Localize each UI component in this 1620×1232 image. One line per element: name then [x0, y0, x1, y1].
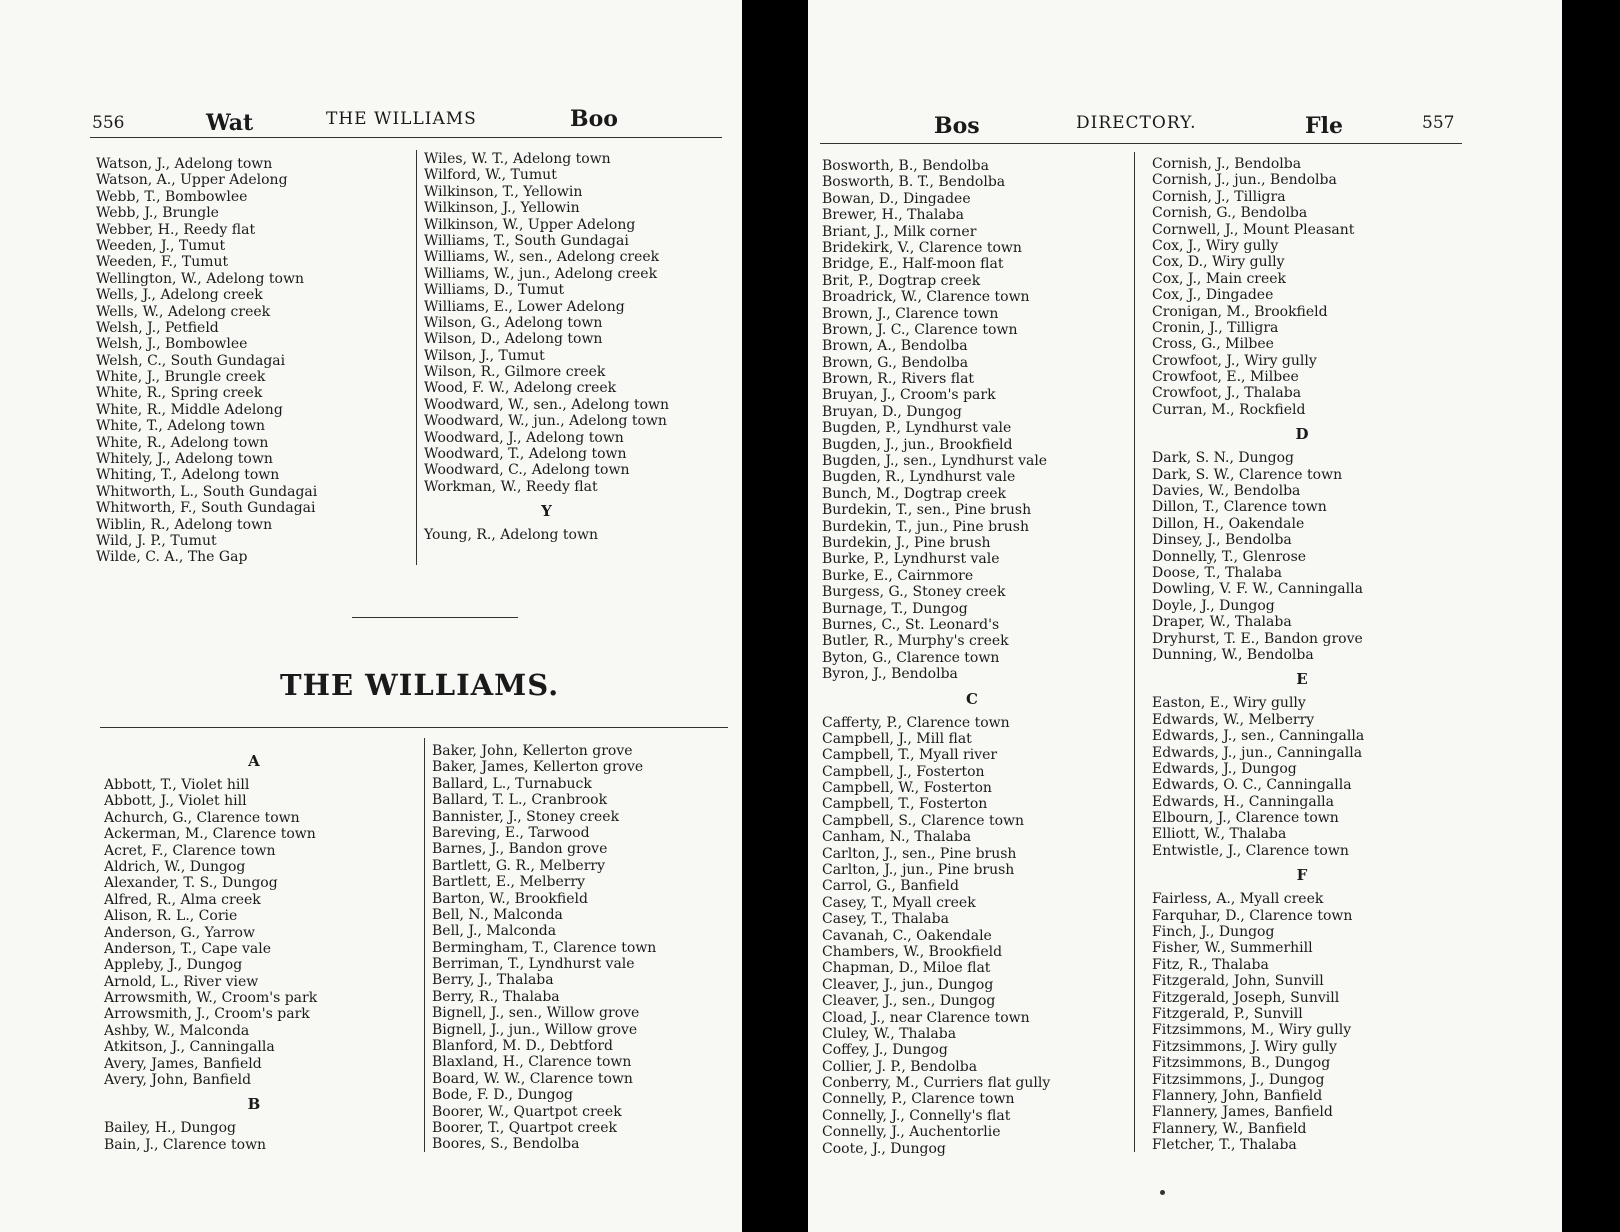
list-item: Bunch, M., Dogtrap creek [822, 485, 1007, 502]
list-item: Connelly, J., Auchentorlie [822, 1124, 1001, 1141]
list-item: Whitworth, F., South Gundagai [96, 500, 316, 517]
list-item: Ballard, L., Turnabuck [432, 775, 592, 792]
list-item: Bugden, P., Lyndhurst vale [822, 420, 1012, 437]
list-item: Cluley, W., Thalaba [822, 1025, 957, 1042]
list-item: Edwards, J., jun., Canningalla [1152, 744, 1363, 761]
list-item: Butler, R., Murphy's creek [822, 633, 1009, 650]
list-item: Cornish, J., Bendolba [1152, 156, 1302, 172]
list-item: Wilkinson, T., Yellowin [424, 183, 583, 200]
list-item: Briant, J., Milk corner [822, 223, 977, 240]
list-item: Woodward, J., Adelong town [424, 429, 624, 446]
list-item: Barnes, J., Bandon grove [432, 841, 608, 858]
list-item: Bode, F. D., Dungog [432, 1087, 573, 1104]
list-item: Wood, F. W., Adelong creek [424, 380, 617, 397]
list-item: Chapman, D., Miloe flat [822, 960, 991, 977]
list-item: Cox, J., Wiry gully [1152, 237, 1279, 254]
list-item: Cleaver, J., jun., Dungog [822, 976, 994, 993]
list-item: Brown, J., Clarence town [822, 305, 999, 322]
list-item: Dark, S. N., Dungog [1152, 450, 1294, 467]
list-item: Crowfoot, J., Thalaba [1152, 385, 1302, 402]
list-item: Burke, P., Lyndhurst vale [822, 551, 1000, 568]
list-item: Fitzsimmons, J., Dungog [1152, 1071, 1325, 1088]
list-item: Alfred, R., Alma creek [104, 891, 261, 908]
list-item: Carlton, J., sen., Pine brush [822, 845, 1017, 862]
list-item: Webb, T., Bombowlee [96, 188, 248, 205]
list-item: Webber, H., Reedy flat [96, 221, 256, 238]
list-item: Brewer, H., Thalaba [822, 207, 964, 224]
list-item: Easton, E., Wiry gully [1152, 695, 1306, 712]
section-title: THE WILLIAMS. [280, 668, 560, 702]
list-item: Wilson, D., Adelong town [424, 331, 603, 348]
list-item: Williams, E., Lower Adelong [424, 298, 625, 315]
list-item: Flannery, W., Banfield [1152, 1120, 1307, 1137]
list-item: White, T., Adelong town [96, 418, 266, 435]
list-item: Wilkinson, W., Upper Adelong [424, 216, 636, 233]
list-item: Bain, J., Clarence town [104, 1136, 267, 1153]
list-item: Brown, G., Bendolba [822, 354, 969, 371]
list-item: Bareving, E., Tarwood [432, 824, 590, 841]
list-item: Berriman, T., Lyndhurst vale [432, 956, 635, 973]
list-item: Fitzgerald, Joseph, Sunvill [1152, 989, 1340, 1006]
list-item: Cafferty, P., Clarence town [822, 714, 1010, 731]
list-item: Entwistle, J., Clarence town [1152, 842, 1349, 859]
list-item: Williams, D., Tumut [424, 282, 565, 299]
list-item: Achurch, G., Clarence town [104, 809, 300, 826]
list-item: Edwards, J., Dungog [1152, 760, 1297, 777]
list-item: Elliott, W., Thalaba [1152, 826, 1287, 843]
list-item: Whitely, J., Adelong town [96, 451, 273, 468]
list-item: Brown, J. C., Clarence town [822, 321, 1018, 338]
list-item: Atkitson, J., Canningalla [104, 1039, 275, 1056]
list-item: Woodward, W., sen., Adelong town [424, 396, 670, 413]
header-rule [90, 137, 722, 138]
list-item: Elbourn, J., Clarence town [1152, 810, 1339, 827]
section-letter: Y [541, 502, 552, 521]
list-item: Fitz, R., Thalaba [1152, 956, 1269, 973]
list-item: Bugden, R., Lyndhurst vale [822, 469, 1016, 486]
list-item: Dryhurst, T. E., Bandon grove [1152, 630, 1363, 647]
list-item: Baker, James, Kellerton grove [432, 759, 644, 776]
list-item: Dunning, W., Bendolba [1152, 646, 1314, 663]
list-item: Whiting, T., Adelong town [96, 467, 280, 484]
list-item: Arrowsmith, J., Croom's park [104, 1006, 310, 1023]
list-item: Woodward, W., jun., Adelong town [424, 413, 667, 430]
list-item: Cox, J., Main creek [1152, 270, 1287, 287]
page-number: 556 [92, 113, 125, 133]
list-item: Ashby, W., Malconda [104, 1022, 250, 1039]
list-item: Fletcher, T., Thalaba [1152, 1137, 1297, 1154]
list-item: Workman, W., Reedy flat [424, 478, 598, 495]
list-item: Weeden, F., Tumut [96, 254, 229, 271]
list-item: Connelly, P., Clarence town [822, 1091, 1015, 1108]
list-item: Fitzsimmons, M., Wiry gully [1152, 1022, 1352, 1039]
list-item: Wild, J. P., Tumut [96, 532, 217, 549]
list-item: Bannister, J., Stoney creek [432, 808, 620, 825]
left-column-1 [96, 156, 317, 566]
header-right-key: Fle [1305, 113, 1343, 139]
list-item: Cornish, G., Bendolba [1152, 205, 1308, 222]
list-item: Cornwell, J., Mount Pleasant [1152, 221, 1355, 238]
list-item: Finch, J., Dungog [1152, 924, 1275, 941]
section-letter: A [248, 752, 260, 770]
list-item: Bugden, J., jun., Brookfield [822, 436, 1013, 453]
header-left-key: Bos [934, 113, 980, 139]
list-item: Casey, T., Thalaba [822, 911, 949, 928]
column-divider [424, 738, 425, 1152]
list-item: Abbott, J., Violet hill [104, 793, 247, 810]
list-item: Welsh, C., South Gundagai [96, 352, 286, 369]
list-item: Cox, D., Wiry gully [1152, 254, 1285, 271]
list-item: Cronigan, M., Brookfield [1152, 303, 1328, 320]
list-item: Canham, N., Thalaba [822, 829, 972, 846]
left-column-2 [424, 151, 669, 544]
list-item: Wilford, W., Tumut [424, 167, 557, 184]
list-item: Burdekin, T., sen., Pine brush [822, 502, 1032, 519]
list-item: Burgess, G., Stoney creek [822, 584, 1006, 601]
list-item: Williams, T., South Gundagai [424, 232, 629, 249]
list-item: Burke, E., Cairnmore [822, 567, 974, 584]
list-item: Weeden, J., Tumut [96, 237, 226, 254]
list-item: Bugden, J., sen., Lyndhurst vale [822, 453, 1048, 470]
list-item: Draper, W., Thalaba [1152, 614, 1292, 631]
list-item: Edwards, W., Melberry [1152, 711, 1315, 728]
header-right-key: Boo [570, 106, 618, 132]
list-item: Bell, J., Malconda [432, 923, 557, 940]
list-item: Bruyan, D., Dungog [822, 403, 962, 420]
list-item: Ackerman, M., Clarence town [104, 826, 316, 843]
list-item: Bosworth, B., Bendolba [822, 158, 989, 174]
list-item: White, R., Spring creek [96, 385, 263, 402]
list-item: Avery, John, Banfield [104, 1072, 252, 1089]
list-item: Alison, R. L., Corie [104, 908, 238, 925]
list-item: Bell, N., Malconda [432, 906, 563, 923]
list-item: Campbell, W., Fosterton [822, 780, 992, 797]
list-item: Boorer, T., Quartpot creek [432, 1119, 618, 1136]
list-item: Bermingham, T., Clarence town [432, 939, 657, 956]
list-item: Whitworth, L., South Gundagai [96, 483, 318, 500]
section-letter: B [247, 1095, 261, 1114]
list-item: Cload, J., near Clarence town [822, 1009, 1030, 1026]
right-column-1 [822, 158, 1122, 1157]
list-item: Anderson, G., Yarrow [104, 924, 255, 941]
list-item: Berry, J., Thalaba [432, 972, 554, 989]
list-item: Cross, G., Milbee [1152, 336, 1274, 353]
list-item: Bartlett, G. R., Melberry [432, 857, 605, 874]
list-item: Boores, S., Bendolba [432, 1136, 580, 1153]
list-item: Avery, James, Banfield [104, 1055, 262, 1072]
list-item: Wilson, G., Adelong town [424, 314, 603, 331]
list-item: Flannery, John, Banfield [1152, 1087, 1323, 1104]
list-item: Fitzsimmons, B., Dungog [1152, 1055, 1331, 1072]
list-item: Collier, J. P., Bendolba [822, 1058, 978, 1075]
left-page [0, 0, 742, 1232]
right-column-2 [1152, 156, 1452, 1153]
list-item: Barton, W., Brookfield [432, 890, 588, 907]
list-item: Chambers, W., Brookfield [822, 943, 1003, 960]
list-item: Bruyan, J., Croom's park [822, 387, 996, 404]
list-item: Bartlett, E., Melberry [432, 874, 586, 891]
list-item: Edwards, O. C., Canningalla [1152, 777, 1352, 794]
section-rule [100, 727, 728, 728]
list-item: Appleby, J., Dungog [104, 957, 243, 974]
list-item: Wilson, R., Gilmore creek [424, 364, 606, 381]
list-item: Webb, J., Brungle [96, 205, 219, 222]
left-column-4 [432, 743, 656, 1153]
list-item: Wells, W., Adelong creek [96, 303, 271, 320]
header-title: THE WILLIAMS [326, 109, 477, 129]
section-letter: C [966, 689, 978, 708]
list-item: Williams, W., sen., Adelong creek [424, 249, 660, 266]
header-left-key: Wat [206, 110, 254, 136]
list-item: Ballard, T. L., Cranbrook [432, 792, 608, 809]
list-item: Doyle, J., Dungog [1152, 597, 1275, 614]
list-item: White, R., Adelong town [96, 434, 269, 451]
list-item: Dillon, T., Clarence town [1152, 499, 1327, 516]
list-item: Coffey, J., Dungog [822, 1042, 948, 1059]
list-item: Crowfoot, E., Milbee [1152, 369, 1299, 386]
list-item: Dowling, V. F. W., Canningalla [1152, 581, 1363, 598]
list-item: Wells, J., Adelong creek [96, 287, 263, 304]
list-item: Abbott, T., Violet hill [104, 777, 250, 793]
section-letter: D [1295, 425, 1309, 444]
list-item: Watson, J., Adelong town [96, 156, 273, 172]
list-item: Farquhar, D., Clarence town [1152, 907, 1353, 924]
list-item: Carlton, J., jun., Pine brush [822, 862, 1015, 879]
list-item: Fitzgerald, John, Sunvill [1152, 973, 1324, 990]
list-item: Acret, F., Clarence town [104, 842, 276, 859]
list-item: Campbell, T., Fosterton [822, 796, 988, 813]
section-letter: F [1296, 866, 1308, 885]
header-rule [820, 143, 1462, 144]
list-item: Brit, P., Dogtrap creek [822, 272, 981, 289]
list-item: Conberry, M., Curriers flat gully [822, 1075, 1051, 1092]
list-item: Welsh, J., Petfield [96, 319, 219, 336]
right-page [808, 0, 1562, 1232]
list-item: Byron, J., Bendolba [822, 666, 958, 683]
list-item: Campbell, T., Myall river [822, 747, 998, 764]
list-item: Wilson, J., Tumut [424, 347, 545, 364]
list-item: Campbell, J., Fosterton [822, 763, 985, 780]
list-item: Coote, J., Dungog [822, 1140, 946, 1157]
list-item: Wiles, W. T., Adelong town [424, 151, 611, 167]
left-column-3 [104, 745, 404, 1153]
list-item: Blaxland, H., Clarence town [432, 1054, 632, 1071]
list-item: Cavanah, C., Oakendale [822, 927, 992, 944]
header-title: DIRECTORY. [1076, 113, 1197, 133]
ink-speck [1160, 1190, 1165, 1195]
list-item: Fitzsimmons, J. Wiry gully [1152, 1038, 1337, 1055]
list-item: Fisher, W., Summerhill [1152, 940, 1313, 957]
list-item: Burdekin, T., jun., Pine brush [822, 518, 1029, 535]
list-item: Crowfoot, J., Wiry gully [1152, 352, 1317, 369]
list-item: Burdekin, J., Pine brush [822, 534, 991, 551]
list-item: Board, W. W., Clarence town [432, 1070, 633, 1087]
list-item: Bignell, J., sen., Willow grove [432, 1005, 640, 1022]
list-item: Dark, S. W., Clarence town [1152, 466, 1343, 483]
list-item: Connelly, J., Connelly's flat [822, 1107, 1011, 1124]
list-item: Fitzgerald, P., Sunvill [1152, 1005, 1303, 1022]
list-item: Dillon, H., Oakendale [1152, 515, 1305, 532]
list-item: White, J., Brungle creek [96, 369, 266, 386]
list-item: Arrowsmith, W., Croom's park [104, 990, 318, 1007]
list-item: Wilkinson, J., Yellowin [424, 200, 580, 217]
list-item: Baker, John, Kellerton grove [432, 743, 633, 759]
list-item: Casey, T., Myall creek [822, 894, 976, 911]
list-item: Cornish, J., jun., Bendolba [1152, 172, 1337, 189]
section-letter: E [1296, 670, 1308, 689]
list-item: Watson, A., Upper Adelong [96, 172, 288, 189]
list-item: White, R., Middle Adelong [96, 401, 283, 418]
column-divider [1134, 152, 1135, 1152]
list-item: Bridekirk, V., Clarence town [822, 239, 1022, 256]
list-item: Curran, M., Rockfield [1152, 401, 1306, 418]
list-item: Bowan, D., Dingadee [822, 190, 971, 207]
list-item: Brown, R., Rivers flat [822, 371, 975, 388]
list-item: Berry, R., Thalaba [432, 988, 560, 1005]
list-item: Carrol, G., Banfield [822, 878, 959, 895]
list-item: Woodward, T., Adelong town [424, 446, 627, 463]
column-divider [416, 150, 417, 565]
list-item: Williams, W., jun., Adelong creek [424, 265, 658, 282]
list-item: Edwards, J., sen., Canningalla [1152, 728, 1365, 745]
list-item: Cox, J., Dingadee [1152, 287, 1274, 304]
list-item: Dinsey, J., Bendolba [1152, 532, 1292, 549]
list-item: Woodward, C., Adelong town [424, 462, 630, 479]
list-item: Burnage, T., Dungog [822, 600, 968, 617]
list-item: Bridge, E., Half-moon flat [822, 256, 1004, 273]
list-item: Aldrich, W., Dungog [104, 858, 246, 875]
list-item: Alexander, T. S., Dungog [104, 875, 278, 892]
list-item: Bignell, J., jun., Willow grove [432, 1021, 638, 1038]
list-item: Edwards, H., Canningalla [1152, 793, 1335, 810]
list-item: Cornish, J., Tilligra [1152, 188, 1286, 205]
list-item: Young, R., Adelong town [424, 527, 598, 544]
list-item: Boorer, W., Quartpot creek [432, 1103, 622, 1120]
section-separator [352, 617, 518, 618]
list-item: Burnes, C., St. Leonard's [822, 616, 1000, 633]
list-item: Bailey, H., Dungog [104, 1120, 236, 1137]
list-item: Campbell, S., Clarence town [822, 812, 1025, 829]
list-item: Flannery, James, Banfield [1152, 1104, 1333, 1121]
list-item: Broadrick, W., Clarence town [822, 289, 1030, 306]
list-item: Campbell, J., Mill flat [822, 730, 972, 747]
list-item: Cronin, J., Tilligra [1152, 319, 1279, 336]
list-item: Cleaver, J., sen., Dungog [822, 993, 996, 1010]
list-item: Wilde, C. A., The Gap [96, 549, 248, 566]
list-item: Bosworth, B. T., Bendolba [822, 174, 1006, 191]
list-item: Welsh, J., Bombowlee [96, 336, 248, 353]
list-item: Brown, A., Bendolba [822, 338, 968, 355]
list-item: Anderson, T., Cape vale [104, 940, 272, 957]
list-item: Blanford, M. D., Debtford [432, 1038, 613, 1055]
page-number: 557 [1422, 113, 1455, 133]
list-item: Davies, W., Bendolba [1152, 483, 1301, 500]
list-item: Donnelly, T., Glenrose [1152, 548, 1307, 565]
list-item: Wellington, W., Adelong town [96, 270, 304, 287]
list-item: Byton, G., Clarence town [822, 649, 1000, 666]
list-item: Wiblin, R., Adelong town [96, 516, 273, 533]
list-item: Arnold, L., River view [104, 973, 259, 990]
list-item: Fairless, A., Myall creek [1152, 891, 1324, 908]
list-item: Doose, T., Thalaba [1152, 564, 1282, 581]
